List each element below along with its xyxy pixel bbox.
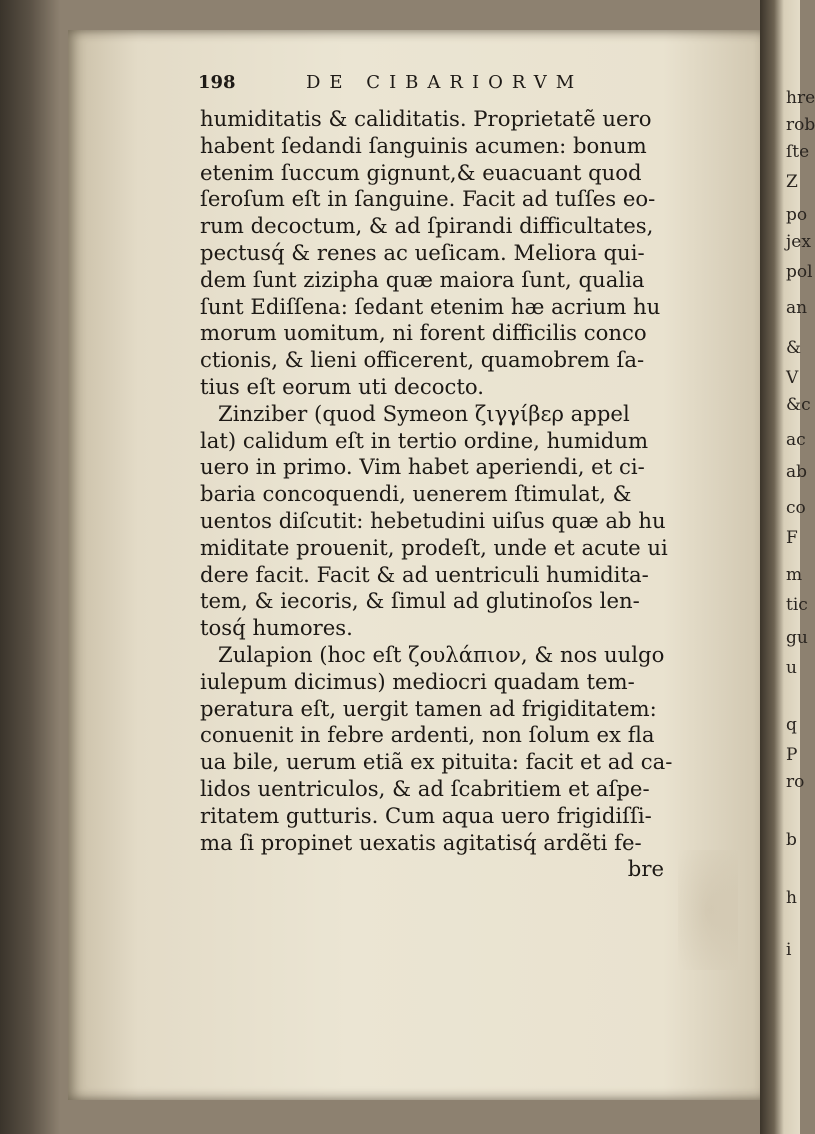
next-page-edge: [760, 0, 815, 1134]
text-line: lat) calidum eſt in tertio ordine, humidum: [200, 427, 649, 453]
text-line: ſunt Ediſſena: ſedant etenim hæ acrium hu: [200, 293, 661, 319]
next-page-fragment: ab: [786, 462, 808, 482]
text-line: peratura eſt, uergit tamen ad frigiditatem:: [200, 695, 657, 721]
text-line: ritatem gutturis. Cum aqua uero frigidiſſi-: [200, 802, 652, 828]
text-line: etenim ſuccum gignunt,& euacuant quod: [200, 159, 642, 185]
text-line: conuenit in febre ardenti, non ſolum ex fla: [200, 722, 655, 748]
text-line: tosq́ humores.: [200, 615, 353, 641]
next-page-fragment: h: [786, 888, 797, 908]
text-line: baria concoquendi, uenerem ſtimulat, &: [200, 481, 632, 507]
text-line: humiditatis & caliditatis. Proprietatẽ uero: [200, 106, 652, 131]
next-page-fragment: P: [786, 745, 798, 765]
next-page-fragment: ſte: [786, 142, 810, 162]
text-block: [200, 106, 672, 883]
next-page-fragment: an: [786, 298, 808, 318]
text-line: ctionis, & lieni officerent, quamobrem ſa-: [200, 347, 645, 373]
next-page-fragment: po: [786, 205, 808, 225]
next-page-fragment: i: [786, 940, 792, 960]
text-line: miditate prouenit, prodeſt, unde et acute ui: [200, 534, 668, 560]
text-line: dere facit. Facit & ad uentriculi humidita-: [200, 561, 649, 587]
next-page-fragment: gu: [786, 628, 808, 648]
text-line: habent ſedandi ſanguinis acumen: bonum: [200, 132, 647, 158]
next-page-fragment: jex: [786, 232, 811, 252]
text-line: pectusq́ & renes ac ueſicam. Meliora qui-: [200, 239, 645, 265]
next-page-fragment: &: [786, 338, 802, 358]
text-line: uero in primo. Vim habet aperiendi, et ci-: [200, 454, 645, 480]
next-page-fragment: b: [786, 830, 797, 850]
next-page-fragment: V: [786, 368, 799, 388]
next-page-fragment: tic: [786, 595, 808, 615]
text-line: lidos uentriculos, & ad ſcabritiem et aſpe-: [200, 775, 650, 801]
page-header: [198, 72, 668, 96]
next-page-fragment: u: [786, 658, 797, 678]
next-page-fragment: ac: [786, 430, 806, 450]
next-page-fragment: m: [786, 565, 803, 585]
next-page-fragment: q: [786, 715, 797, 735]
text-line: rum decoctum, & ad ſpirandi difficultates,: [200, 213, 654, 239]
catchword: bre: [627, 856, 664, 882]
next-page-fragment: F: [786, 528, 798, 548]
next-page-fragment: hre: [786, 88, 815, 108]
text-line: morum uomitum, ni forent difficilis conco: [200, 320, 647, 346]
text-line: uentos diſcutit: hebetudini uiſus quæ ab hu: [200, 507, 666, 533]
text-line: ſeroſum eſt in ſanguine. Facit ad tuſſes eo-: [200, 186, 656, 212]
next-page-fragment: Z: [786, 172, 798, 192]
text-line: ua bile, uerum etiã ex pituita: facit et ad ca-: [200, 749, 673, 775]
next-page-fragment: rob: [786, 115, 815, 135]
text-line: dem ſunt zizipha quæ maiora ſunt, qualia: [200, 266, 645, 292]
text-line: tem, & iecoris, & ſimul ad glutinoſos len-: [200, 588, 640, 614]
page-number: 198: [198, 72, 236, 93]
text-line: iulepum dicimus) mediocri quadam tem-: [200, 668, 635, 694]
paragraph-first-line: Zinziber (quod Symeon ζιγγίβερ appel: [218, 400, 630, 426]
next-page-fragment: &c: [786, 395, 811, 415]
paragraph-first-line: Zulapion (hoc eſt ζουλάπιον, & nos uulgo: [218, 641, 665, 667]
paper-stain: [678, 850, 738, 970]
text-line: tius eſt eorum uti decocto.: [200, 373, 484, 399]
next-page-fragment: pol: [786, 262, 813, 282]
next-page-fragment: ro: [786, 772, 805, 792]
next-page-fragment: co: [786, 498, 806, 518]
running-head: DE CIBARIORVM: [306, 72, 584, 93]
text-line: ma ſi propinet uexatis agitatisq́ ardẽti fe-: [200, 829, 642, 855]
